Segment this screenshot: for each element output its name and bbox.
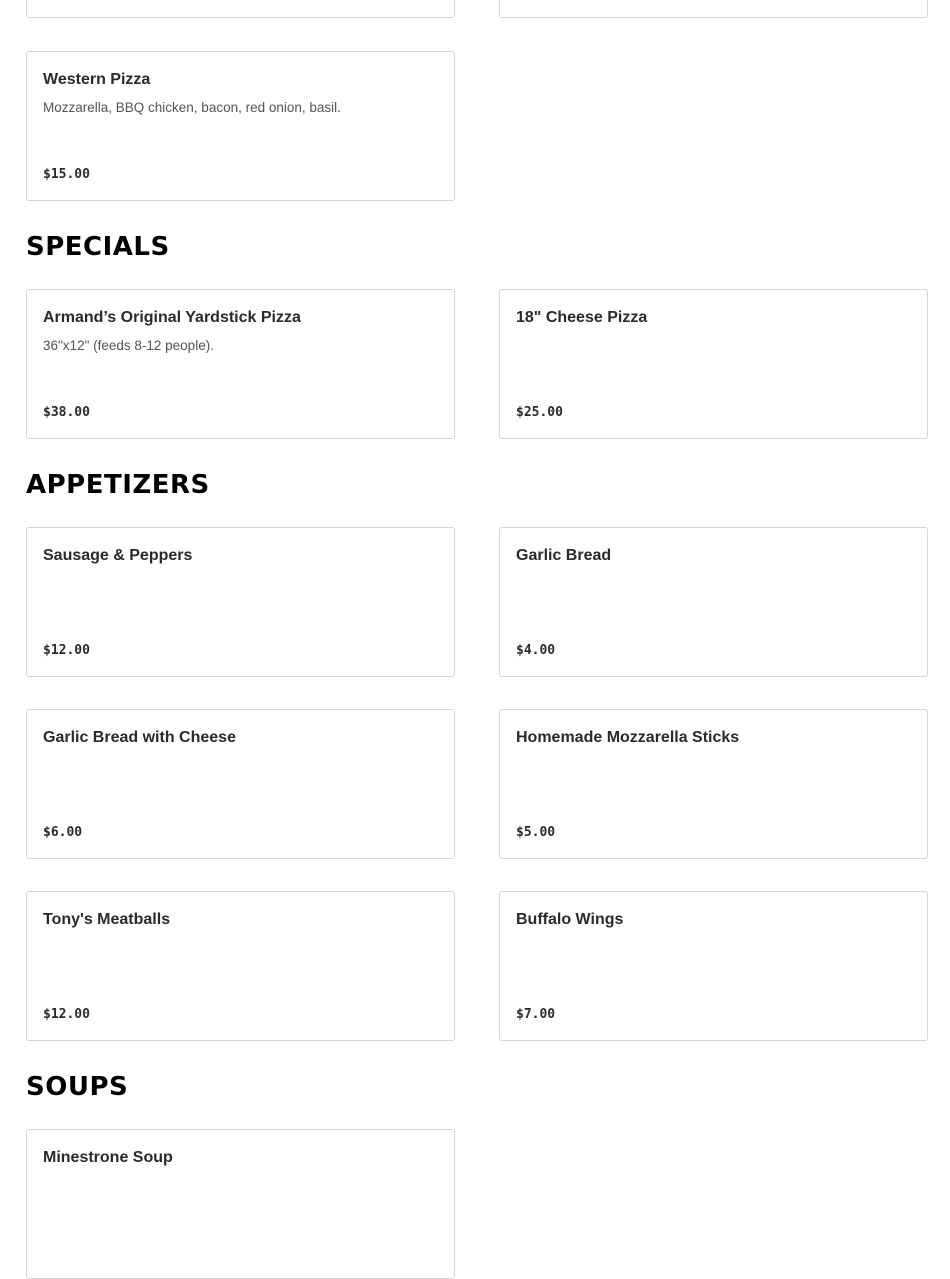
menu-item-price: $15.00: [43, 167, 90, 182]
menu-item-card-buffalo-wings[interactable]: [499, 891, 928, 1041]
section-title-specials: SPECIALS: [26, 232, 170, 262]
menu-item-price: $38.00: [43, 405, 90, 420]
menu-item-card[interactable]: [26, 0, 455, 18]
menu-item-name: Minestrone Soup: [43, 1149, 173, 1166]
menu-item-card-minestrone-soup[interactable]: [26, 1129, 455, 1279]
menu-item-description: Mozzarella, BBQ chicken, bacon, red onion, basil.: [43, 100, 341, 115]
menu-item-name: Western Pizza: [43, 71, 151, 88]
menu-item-card-garlic-bread[interactable]: [499, 527, 928, 677]
menu-item-price: $7.00: [516, 1007, 556, 1022]
menu-item-price: $12.00: [43, 1007, 90, 1022]
menu-item-name: Buffalo Wings: [516, 911, 624, 928]
menu-item-card-yardstick-pizza[interactable]: [26, 289, 455, 439]
section-title-appetizers: APPETIZERS: [26, 470, 210, 500]
menu-item-name: Sausage & Peppers: [43, 547, 193, 564]
menu-item-price: $6.00: [43, 825, 83, 840]
menu-item-card-mozzarella-sticks[interactable]: [499, 709, 928, 859]
menu-item-price: $12.00: [43, 643, 90, 658]
menu-item-card-garlic-bread-cheese[interactable]: [26, 709, 455, 859]
menu-item-name: Tony's Meatballs: [43, 911, 171, 928]
menu-item-name: Garlic Bread with Cheese: [43, 729, 236, 746]
menu-item-card-meatballs[interactable]: [26, 891, 455, 1041]
menu-item-name: Armand’s Original Yardstick Pizza: [43, 309, 301, 326]
menu-item-price: $5.00: [516, 825, 556, 840]
menu-item-name: Garlic Bread: [516, 547, 612, 564]
section-title-soups: SOUPS: [26, 1072, 129, 1102]
menu-item-card-western-pizza[interactable]: [26, 51, 455, 201]
menu-item-name: Homemade Mozzarella Sticks: [516, 729, 740, 746]
menu-item-description: 36"x12" (feeds 8-12 people).: [43, 338, 214, 353]
menu-item-card-cheese-pizza[interactable]: [499, 289, 928, 439]
menu-item-name: 18" Cheese Pizza: [516, 309, 648, 326]
menu-item-card[interactable]: [499, 0, 928, 18]
menu-item-card-sausage-peppers[interactable]: [26, 527, 455, 677]
menu-item-price: $25.00: [516, 405, 563, 420]
menu-item-price: $4.00: [516, 643, 556, 658]
